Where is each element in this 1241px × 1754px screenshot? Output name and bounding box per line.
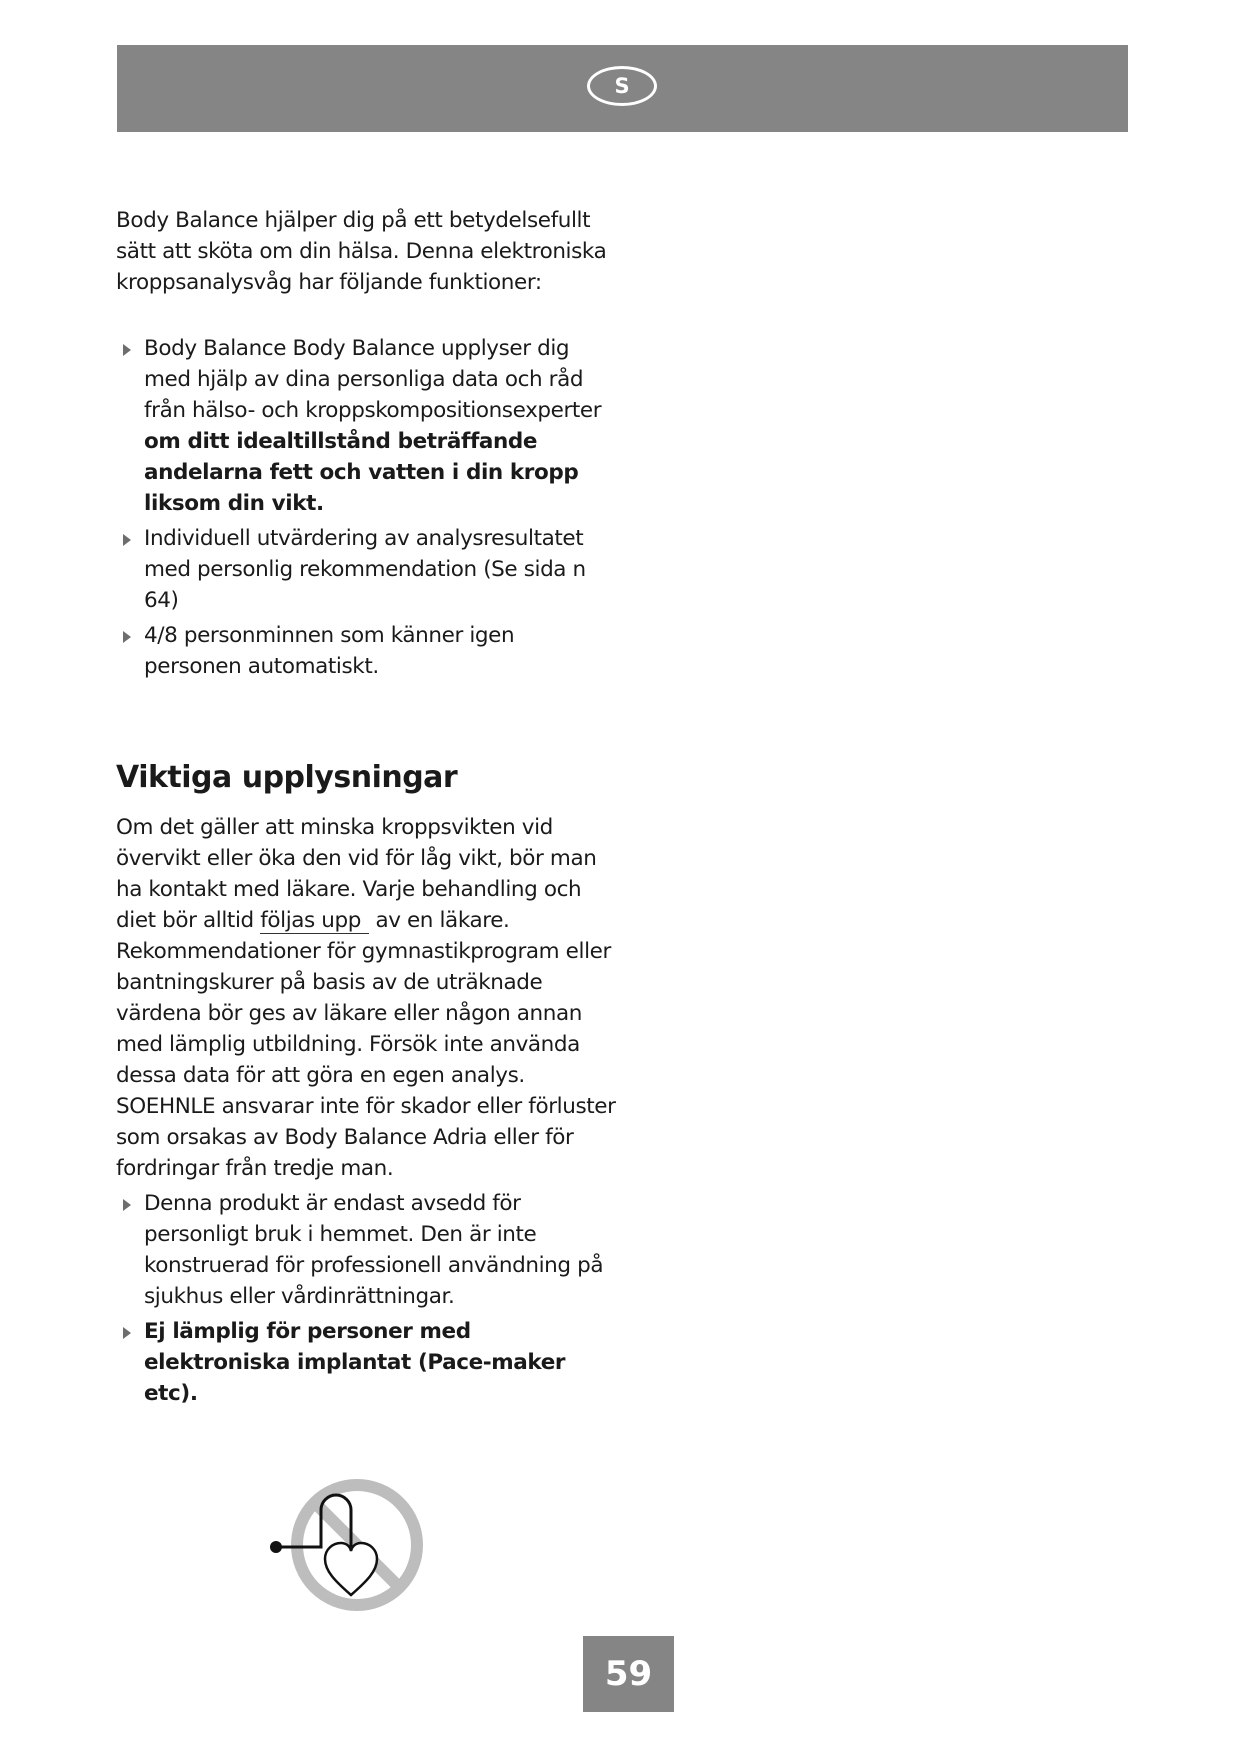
list-item: Body Balance Body Balance upplyser dig med hjälp av dina personliga data och råd från hälso- och kroppskompositionsexperter om ditt idealtillstånd beträffande andelarna fett och vatten i din kropp liksom din vikt.	[116, 333, 616, 519]
intro-paragraph: Body Balance hjälper dig på ett betydelsefullt sätt att sköta om din hälsa. Denna elektroniska kroppsanalysvåg har följande funktioner:	[116, 208, 607, 295]
bullet-arrow-icon	[123, 1327, 131, 1339]
underlined-text: följas upp	[260, 908, 369, 934]
language-badge: S	[587, 66, 657, 106]
list-item: Individuell utvärdering av analysresultatet med personlig rekommendation (Se sida n 64)	[116, 523, 616, 616]
list-item: 4/8 personminnen som känner igen personen automatiskt.	[116, 620, 616, 682]
bullet-arrow-icon	[123, 1199, 131, 1211]
important-paragraph-1: Om det gäller att minska kroppsvikten vid övervikt eller öka den vid för låg vikt, bör man ha kontakt med läkare. Varje behandling och diet bör alltid följas upp av en läkare.	[116, 815, 597, 933]
list-item: Denna produkt är endast avsedd för personligt bruk i hemmet. Den är inte konstruerad för professionell användning på sjukhus eller vårdinrättningar.	[116, 1188, 616, 1312]
list-item: Ej lämplig för personer med elektroniska implantat (Pace-maker etc).	[116, 1316, 616, 1409]
feature-list	[116, 333, 616, 682]
important-section	[116, 812, 616, 1409]
section-heading: Viktiga upplysningar	[116, 760, 458, 795]
header-band	[117, 45, 1128, 132]
no-pacemaker-icon	[265, 1475, 430, 1615]
bullet-arrow-icon	[123, 344, 131, 356]
page-number: 59	[583, 1636, 674, 1712]
important-paragraph-3: SOEHNLE ansvarar inte för skador eller förluster som orsakas av Body Balance Adria eller för fordringar från tredje man.	[116, 1094, 616, 1181]
important-paragraph-2: Rekommendationer för gymnastikprogram eller bantningskurer på basis av de uträknade värdena bör ges av läkare eller någon annan med lämplig utbildning. Försök inte använda dessa data för att göra en egen analys.	[116, 939, 611, 1088]
bullet-arrow-icon	[123, 534, 131, 546]
intro-section	[116, 205, 616, 682]
warning-list	[116, 1188, 616, 1409]
bullet-arrow-icon	[123, 631, 131, 643]
